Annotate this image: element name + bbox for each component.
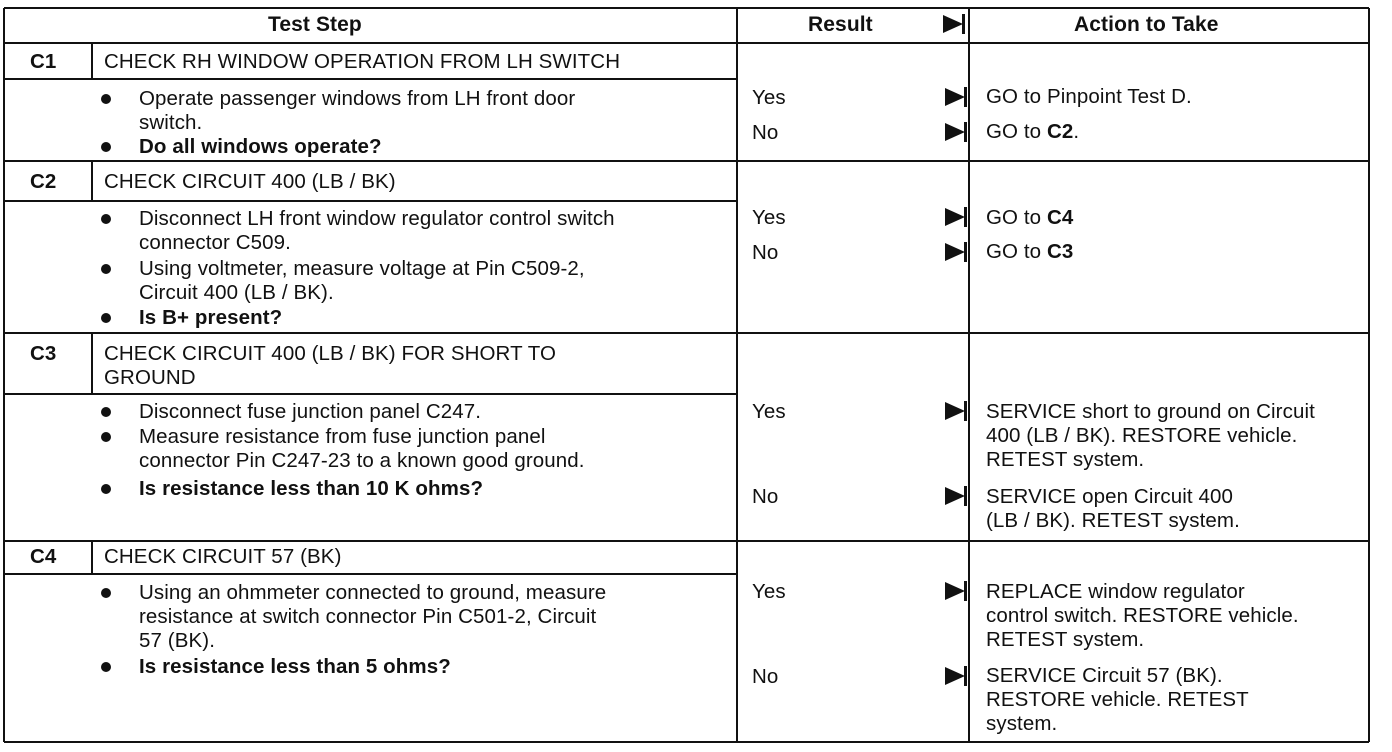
action-segment: REPLACE window regulator — [986, 580, 1245, 603]
action-segment: RETEST system. — [986, 628, 1145, 651]
action-text — [986, 400, 1315, 424]
bullet-dot — [101, 313, 111, 323]
table-left-border — [3, 43, 5, 161]
table-top-border — [4, 7, 1369, 9]
bullet-dot — [101, 432, 111, 442]
result-no: No — [752, 241, 779, 264]
step-id: C1 — [30, 50, 57, 73]
step-title-border — [4, 573, 737, 575]
action-text — [986, 580, 1245, 604]
action-segment: 400 (LB / BK). RESTORE vehicle. — [986, 424, 1298, 447]
column-rule — [968, 8, 970, 43]
action-text — [986, 424, 1297, 448]
action-segment: GO to Pinpoint Test D. — [986, 85, 1192, 108]
step-question: Is resistance less than 10 K ohms? — [139, 477, 484, 500]
header-action: Action to Take — [1074, 13, 1219, 36]
action-text — [986, 688, 1249, 712]
result-yes: Yes — [752, 580, 786, 603]
action-text — [986, 628, 1144, 652]
right-arrow-icon — [941, 14, 965, 34]
action-segment: RESTORE vehicle. RETEST — [986, 688, 1249, 711]
step-instruction: switch. — [139, 111, 203, 134]
column-rule — [736, 43, 738, 161]
step-instruction: Using voltmeter, measure voltage at Pin C509-2, — [139, 257, 585, 280]
right-arrow-icon — [943, 401, 967, 421]
bullet-dot — [101, 214, 111, 224]
result-no: No — [752, 665, 779, 688]
action-text — [986, 485, 1233, 509]
step-question: Do all windows operate? — [139, 135, 382, 158]
column-rule — [968, 333, 970, 541]
action-segment: GO to — [986, 206, 1047, 229]
table-left-border — [3, 541, 5, 742]
result-no: No — [752, 121, 779, 144]
header-result: Result — [808, 13, 873, 36]
column-rule — [736, 161, 738, 333]
bullet-dot — [101, 264, 111, 274]
right-arrow-icon — [943, 666, 967, 686]
step-title: CHECK CIRCUIT 400 (LB / BK) — [104, 170, 396, 193]
action-text — [986, 448, 1144, 472]
step-title-border — [4, 393, 737, 395]
action-text — [986, 604, 1299, 628]
right-arrow-icon — [943, 581, 967, 601]
bullet-dot — [101, 142, 111, 152]
table-right-border — [1368, 541, 1370, 742]
right-arrow-icon — [943, 207, 967, 227]
action-text — [986, 712, 1057, 736]
step-reference: C2 — [1046, 120, 1074, 143]
step-id-divider — [91, 333, 93, 394]
step-question: Is resistance less than 5 ohms? — [139, 655, 451, 678]
step-instruction: Operate passenger windows from LH front door — [139, 87, 576, 110]
action-text — [986, 240, 1073, 264]
right-arrow-icon — [943, 242, 967, 262]
step-instruction: Using an ohmmeter connected to ground, measure — [139, 581, 607, 604]
column-rule — [736, 8, 738, 43]
right-arrow-icon — [943, 87, 967, 107]
step-id: C4 — [30, 545, 57, 568]
result-yes: Yes — [752, 206, 786, 229]
table-right-border — [1368, 8, 1370, 43]
result-no: No — [752, 485, 779, 508]
step-reference: C4 — [1046, 206, 1074, 229]
action-segment: . — [1073, 120, 1080, 143]
action-segment: SERVICE Circuit 57 (BK). — [986, 664, 1223, 687]
action-text — [986, 85, 1192, 109]
table-right-border — [1368, 333, 1370, 541]
row-bottom-border — [4, 741, 1369, 743]
action-segment: (LB / BK). RETEST system. — [986, 509, 1240, 532]
column-rule — [736, 333, 738, 541]
step-title-border — [4, 200, 737, 202]
bullet-dot — [101, 484, 111, 494]
step-id-divider — [91, 541, 93, 574]
row-bottom-border — [4, 332, 1369, 334]
step-title-border — [4, 78, 737, 80]
table-left-border — [3, 333, 5, 541]
table-right-border — [1368, 161, 1370, 333]
step-instruction: Disconnect fuse junction panel C247. — [139, 400, 482, 423]
right-arrow-icon — [943, 486, 967, 506]
result-yes: Yes — [752, 86, 786, 109]
step-title: CHECK CIRCUIT 57 (BK) — [104, 545, 342, 568]
step-instruction: Measure resistance from fuse junction panel — [139, 425, 546, 448]
right-arrow-icon — [943, 122, 967, 142]
step-title: CHECK RH WINDOW OPERATION FROM LH SWITCH — [104, 50, 621, 73]
column-rule — [968, 541, 970, 742]
bullet-dot — [101, 94, 111, 104]
step-instruction: Disconnect LH front window regulator control switch — [139, 207, 615, 230]
step-question: Is B+ present? — [139, 306, 283, 329]
bullet-dot — [101, 588, 111, 598]
step-id: C3 — [30, 342, 57, 365]
step-id-divider — [91, 43, 93, 79]
action-segment: SERVICE short to ground on Circuit — [986, 400, 1315, 423]
action-segment: SERVICE open Circuit 400 — [986, 485, 1234, 508]
step-title: GROUND — [104, 366, 196, 389]
action-text — [986, 664, 1223, 688]
action-segment: system. — [986, 712, 1058, 735]
step-instruction: resistance at switch connector Pin C501-2, Circuit — [139, 605, 597, 628]
action-segment: control switch. RESTORE vehicle. — [986, 604, 1299, 627]
column-rule — [736, 541, 738, 742]
header-bottom-border — [4, 42, 1369, 44]
table-right-border — [1368, 43, 1370, 161]
action-text — [986, 120, 1079, 144]
step-instruction: Circuit 400 (LB / BK). — [139, 281, 334, 304]
column-rule — [968, 161, 970, 333]
row-bottom-border — [4, 160, 1369, 162]
step-id-divider — [91, 161, 93, 201]
table-left-border — [3, 161, 5, 333]
bullet-dot — [101, 662, 111, 672]
action-segment: GO to — [986, 240, 1047, 263]
step-title: CHECK CIRCUIT 400 (LB / BK) FOR SHORT TO — [104, 342, 557, 365]
step-instruction: connector Pin C247-23 to a known good ground. — [139, 449, 585, 472]
step-id: C2 — [30, 170, 57, 193]
header-test-step: Test Step — [268, 13, 362, 36]
step-instruction: connector C509. — [139, 231, 291, 254]
action-text — [986, 509, 1240, 533]
action-segment: GO to — [986, 120, 1047, 143]
bullet-dot — [101, 407, 111, 417]
column-rule — [968, 43, 970, 161]
table-left-border — [3, 8, 5, 43]
row-bottom-border — [4, 540, 1369, 542]
step-reference: C3 — [1046, 240, 1074, 263]
step-instruction: 57 (BK). — [139, 629, 215, 652]
action-text — [986, 206, 1073, 230]
result-yes: Yes — [752, 400, 786, 423]
action-segment: RETEST system. — [986, 448, 1145, 471]
